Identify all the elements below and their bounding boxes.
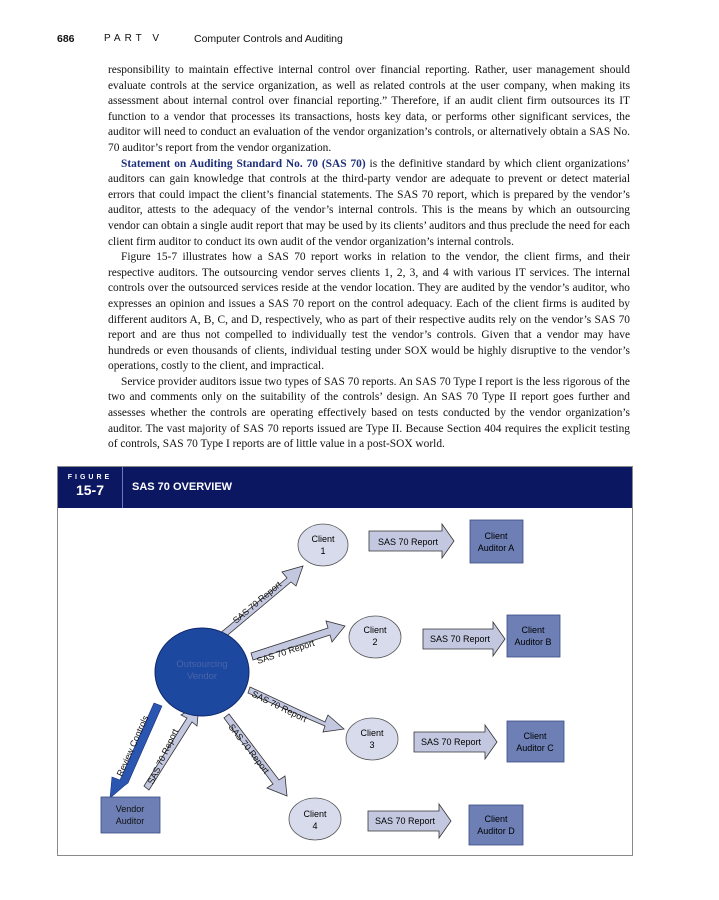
- figure-number: 15-7: [75, 482, 105, 498]
- paragraph-text: responsibility to maintain effective internal control over financial reporting. Rather, user management should evaluate controls at the service organization, as well as related controls at the user company, when making its assessment about internal control over financial reporting.” Therefore, if an audit client firm outsources its IT function to a vendor that processes its transactions, hosts key data, or performs other significant services, the auditor will need to conduct an evaluation of the vendor organization’s controls, or alternatively obtain a SAS No. 70 auditor’s report from the vendor organization.: [108, 64, 630, 154]
- client-auditor-a-line-1: Client: [484, 531, 508, 541]
- client-3-row: [346, 718, 564, 762]
- client-3-node: [346, 718, 398, 760]
- client-2-report-label: SAS 70 Report: [429, 634, 491, 644]
- part-label: PART V: [104, 33, 164, 44]
- client-1-node: [298, 524, 348, 566]
- report-label-vendor-auditor: SAS 70 Report: [145, 727, 181, 786]
- figure-15-7: [57, 466, 633, 856]
- client-3-number: 3: [369, 740, 375, 750]
- client-1-label: Client: [311, 534, 335, 544]
- page-number: 686: [57, 33, 75, 45]
- report-label-client-1: SAS 70 Report: [230, 579, 284, 626]
- figure-word: FIGURE: [67, 474, 113, 481]
- chapter-title: Computer Controls and Auditing: [194, 33, 343, 45]
- review-controls-label: Review Controls: [114, 713, 151, 778]
- figure-title: SAS 70 OVERVIEW: [132, 481, 233, 493]
- paragraph-text: Service provider auditors issue two types of SAS 70 reports. An SAS 70 Type I report is the less rigorous of the two and comments only on the suitability of the controls’ design. An SAS 70 Type II report goes further and assesses whether the controls are operating effectively based on tests conducted by the vendor organization’s auditor. The vast majority of SAS 70 reports issued are Type II. Because Section 404 requires the explicit testing of controls, SAS 70 Type I reports are of little value in a post-SOX world.: [108, 375, 630, 451]
- client-4-number: 4: [312, 821, 318, 831]
- client-4-node: [289, 798, 341, 840]
- client-auditor-d-line-1: Client: [484, 814, 508, 824]
- report-label-client-4: SAS 70 Report: [226, 722, 272, 776]
- client-auditor-d-box: [469, 805, 523, 845]
- report-label-client-2: SAS 70 Report: [255, 637, 316, 666]
- running-header: [57, 33, 343, 45]
- vendor-auditor-line-1: Vendor: [115, 804, 145, 814]
- client-2-label: Client: [363, 625, 387, 635]
- client-auditor-b-line-2: Auditor B: [514, 637, 552, 647]
- client-auditor-a-line-2: Auditor A: [477, 543, 515, 553]
- paragraph: [108, 375, 630, 453]
- client-auditor-b-line-1: Client: [521, 625, 545, 635]
- client-1-report-label: SAS 70 Report: [377, 537, 439, 547]
- client-4-report-label: SAS 70 Report: [374, 816, 436, 826]
- client-auditor-a-box: [470, 520, 523, 563]
- client-auditor-d-line-2: Auditor D: [477, 826, 515, 836]
- paragraph: [108, 250, 630, 375]
- client-4-row: [289, 798, 523, 845]
- paragraph-text: is the definitive standard by which client organizations’ auditors can gain knowledge that controls at the third-party vendor are adequate to prevent or detect material errors that could impact the client’s financial statements. The SAS 70 report, which is prepared by the vendor’s auditor, attests to the adequacy of the vendor’s internal controls. This is the means by which an outsourcing vendor can obtain a single audit report that may be used by its clients’ auditors and thus preclude the need for each client firm auditor to conduct its own audit of the vendor organization’s internal controls.: [108, 157, 631, 248]
- client-auditor-c-line-1: Client: [523, 731, 547, 741]
- client-auditor-c-box: [507, 721, 564, 762]
- body-text: [108, 63, 630, 453]
- client-1-row: [298, 520, 523, 566]
- client-2-number: 2: [372, 637, 378, 647]
- sas70-diagram: [58, 467, 632, 855]
- client-1-number: 1: [320, 546, 326, 556]
- client-4-label: Client: [303, 809, 327, 819]
- paragraph-text: Figure 15-7 illustrates how a SAS 70 report works in relation to the vendor, the client firms, and their respective auditors. The outsourcing vendor serves clients 1, 2, 3, and 4 with various IT services. The internal controls over the outsourced services reside at the vendor location. They are audited by the vendor’s auditor, who expresses an opinion and issues a SAS 70 report on the control adequacy. Each of the client firms is audited by different auditors A, B, C, and D, respectively, who as part of their respective audits rely on the vendor’s SAS 70 report and are thus not compelled to individually test the vendor’s controls. Given that a vendor may have hundreds or even thousands of clients, individual testing under SOX would be highly disruptive to the vendor’s operations, costly to the client, and impractical.: [108, 251, 630, 373]
- client-auditor-c-line-2: Auditor C: [516, 743, 554, 753]
- key-term: Statement on Auditing Standard No. 70 (SAS 70): [121, 157, 366, 170]
- paragraph: [108, 157, 630, 251]
- client-auditor-b-box: [507, 615, 560, 657]
- vendor-label-line-2: Vendor: [186, 671, 218, 682]
- paragraph: [108, 63, 630, 157]
- vendor-auditor-box: [101, 797, 160, 833]
- client-2-row: [349, 615, 560, 658]
- client-3-label: Client: [360, 728, 384, 738]
- vendor-label-line-1: Outsourcing: [176, 659, 228, 670]
- report-label-client-3: SAS 70 Report: [250, 688, 309, 725]
- client-3-report-label: SAS 70 Report: [420, 737, 482, 747]
- vendor-auditor-line-2: Auditor: [115, 816, 145, 826]
